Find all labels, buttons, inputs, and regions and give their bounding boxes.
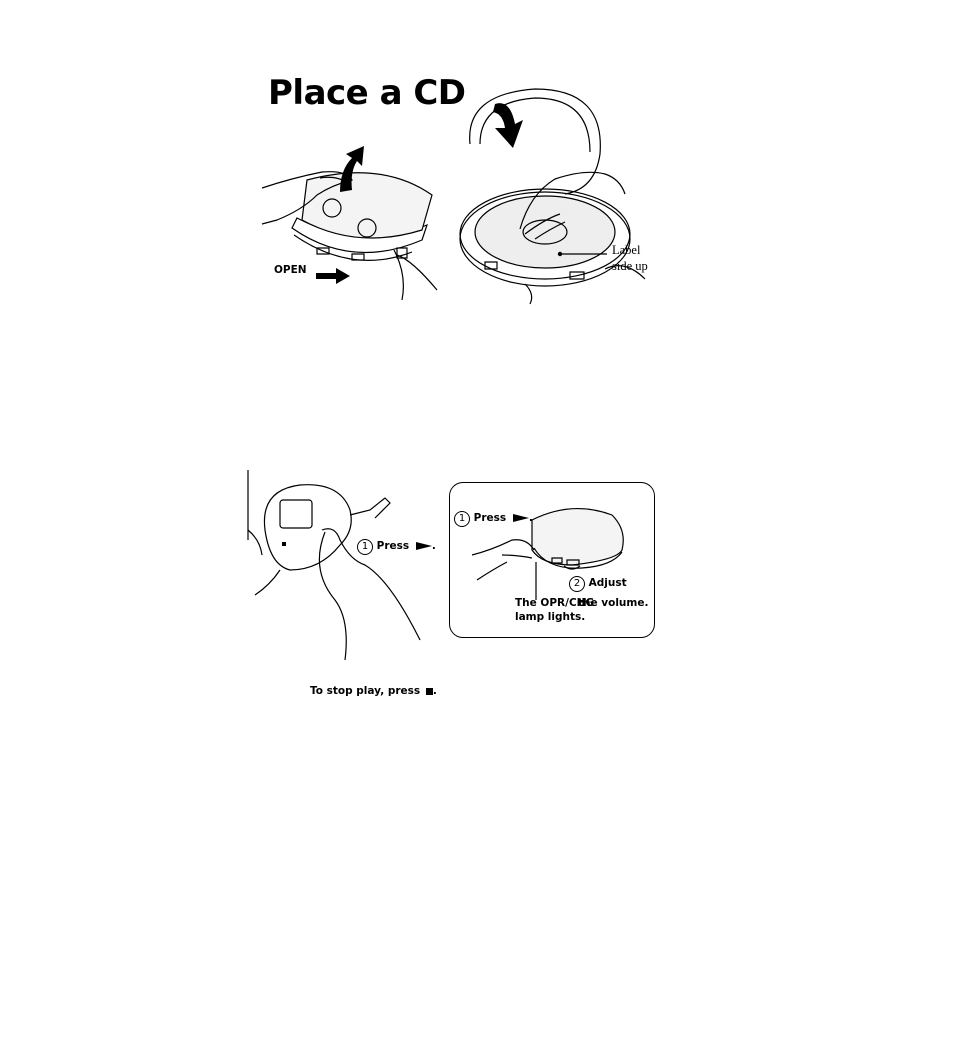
step-number-badge: 1 xyxy=(454,511,470,527)
insert-arrow-icon xyxy=(493,103,523,148)
stop-play-note xyxy=(310,684,437,698)
open-label: OPEN xyxy=(274,264,307,276)
lamp-line-2: lamp lights. xyxy=(515,611,586,624)
fig3-step2 xyxy=(569,576,627,592)
step-number-badge: 2 xyxy=(569,576,585,592)
play-triangle-icon xyxy=(416,542,432,550)
period-mark: . xyxy=(432,685,437,697)
lamp-note xyxy=(515,596,594,624)
step1-text: Press xyxy=(376,540,410,552)
stop-text: To stop play, press xyxy=(310,685,421,697)
step2-line-1: Adjust xyxy=(588,577,627,589)
step2-line-2: the volume. xyxy=(578,597,649,609)
fig3-step1 xyxy=(454,511,533,527)
step1-text: Press xyxy=(473,512,507,524)
label-line-1: Label xyxy=(612,243,641,257)
period-mark: . xyxy=(528,512,533,524)
play-triangle-icon xyxy=(513,514,529,522)
fig2-step1 xyxy=(357,539,436,555)
stop-square-icon xyxy=(426,688,433,695)
lamp-line-1: The OPR/CHG xyxy=(515,597,595,609)
label-side-up-note xyxy=(612,243,672,274)
page-title: Place a CD xyxy=(268,73,466,113)
press-play-player-illustration xyxy=(240,470,425,660)
period-mark: . xyxy=(431,540,436,552)
step-number-badge: 1 xyxy=(357,539,373,555)
open-arrow-icon xyxy=(316,268,350,284)
label-line-2: side up xyxy=(612,258,648,273)
